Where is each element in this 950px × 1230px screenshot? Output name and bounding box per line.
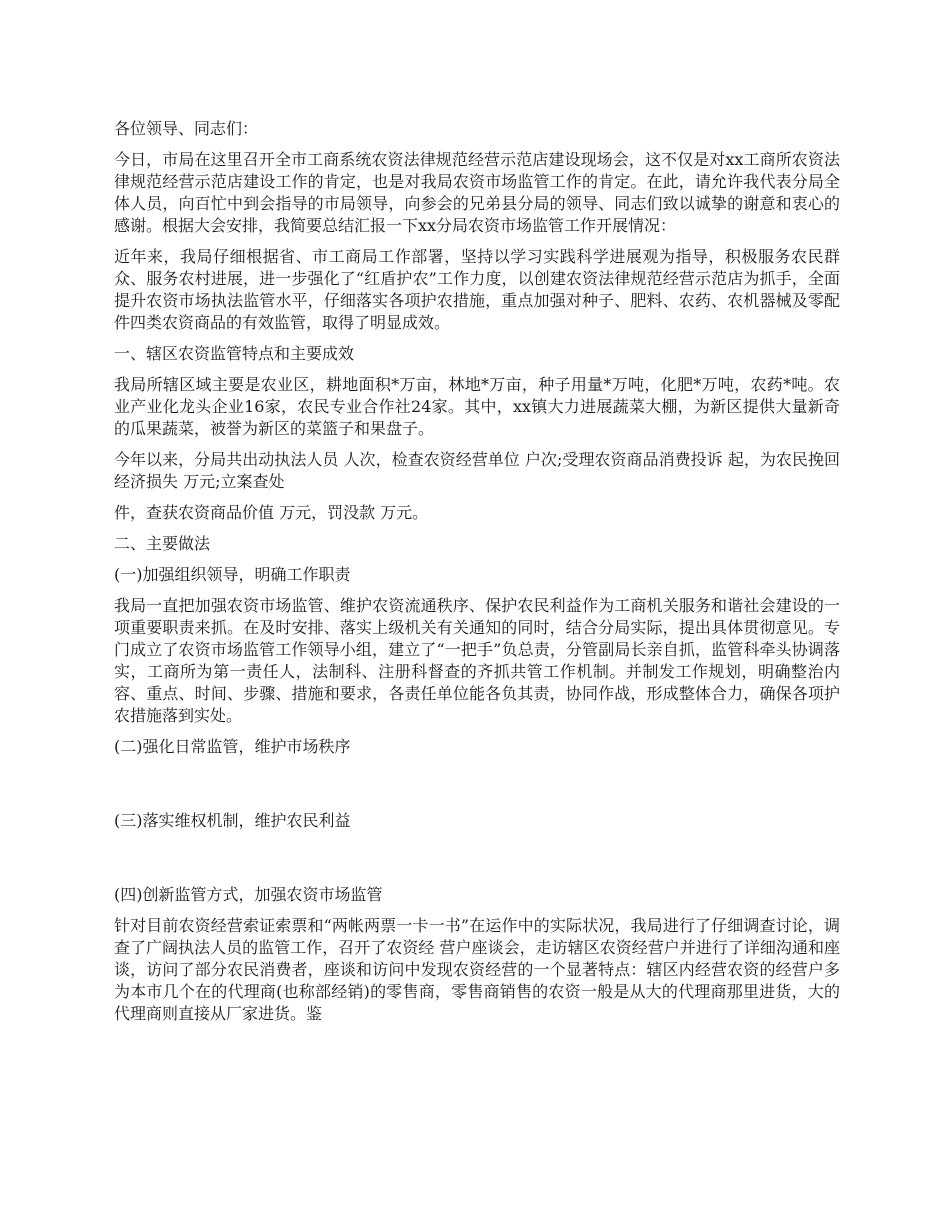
subheading-1: (一)加强组织领导，明确工作职责 (114, 565, 351, 584)
blank-gap (114, 841, 840, 884)
paragraph-overview: 近年来，我局仔细根据省、市工商局工作部署，坚持以学习实践科学进展观为指导，积极服务农民群众、服务农村进展，进一步强化了“红盾护农”工作力度，以创建农资法律规范经营示范店为抓手，全面提升农资市场执法监管水平，仔细落实各项护农措施，重点加强对种子、肥料、农药、农机器械及零配件四类农资商品的有效监管，取得了明显成效。 (114, 247, 840, 332)
section-heading-2: 二、主要做法 (114, 534, 211, 553)
subheading-2: (二)强化日常监管，维护市场秩序 (114, 737, 351, 756)
blank-gap (114, 767, 840, 810)
paragraph-organization: 我局一直把加强农资市场监管、维护农资流通秩序、保护农民利益作为工商机关服务和谐社会建设的一项重要职责来抓。在及时安排、落实上级机关有关通知的同时，结合分局实际，提出具体贯彻意见。专门成立了农资市场监管工作领导小组，建立了“一把手”负总责，分管副局长亲自抓，监管科牵头协调落实，工商所为第一责任人，法制科、注册科督查的齐抓共管工作机制。并制发工作规划，明确整治内容、重点、时间、步骤、措施和要求，各责任单位能各负其责，协同作战，形成整体合力，确保各项护农措施落到实处。 (114, 596, 840, 725)
subheading-3: (三)落实维权机制，维护农民利益 (114, 811, 351, 830)
section-heading-1: 一、辖区农资监管特点和主要成效 (114, 344, 355, 363)
subheading-4: (四)创新监管方式，加强农资市场监管 (114, 885, 383, 904)
salutation: 各位领导、同志们： (114, 119, 259, 138)
document-page (114, 118, 840, 1034)
paragraph-region: 我局所辖区域主要是农业区，耕地面积*万亩，林地*万亩，种子用量*万吨，化肥*万吨，农药*吨。农业产业化龙头企业16家，农民专业合作社24家。其中，xx镇大力进展蔬菜大棚，为新区提供大量新奇的瓜果蔬菜，被誉为新区的菜篮子和果盘子。 (114, 375, 840, 438)
paragraph-innovation: 针对目前农资经营索证索票和“两帐两票一卡一书”在运作中的实际状况，我局进行了仔细调查讨论，调查了广阔执法人员的监管工作，召开了农资经 营户座谈会，走访辖区农资经营户并进行了详细沟通和座谈，访问了部分农民消费者，座谈和访问中发现农资经营的一个显著特点：辖区内经营农资的经营户多为本市几个在的代理商(也称部经销)的零售商，零售商销售的农资一般是从大的代理商那里进货，大的代理商则直接从厂家进货。鉴 (114, 916, 840, 1023)
paragraph-stats: 今年以来，分局共出动执法人员 人次，检查农资经营单位 户次;受理农资商品消费投诉 起，为农民挽回经济损失 万元;立案查处 (114, 450, 840, 491)
paragraph-intro: 今日，市局在这里召开全市工商系统农资法律规范经营示范店建设现场会，这不仅是对xx工商所农资法律规范经营示范店建设工作的肯定，也是对我局农资市场监管工作的肯定。在此，请允许我代表分局全体人员，向百忙中到会指导的市局领导，向参会的兄弟县分局的领导、同志们致以诚挚的谢意和衷心的感谢。根据大会安排，我简要总结汇报一下xx分局农资市场监管工作开展情况： (114, 150, 840, 235)
paragraph-stats-continued: 件，查获农资商品价值 万元，罚没款 万元。 (114, 503, 429, 522)
